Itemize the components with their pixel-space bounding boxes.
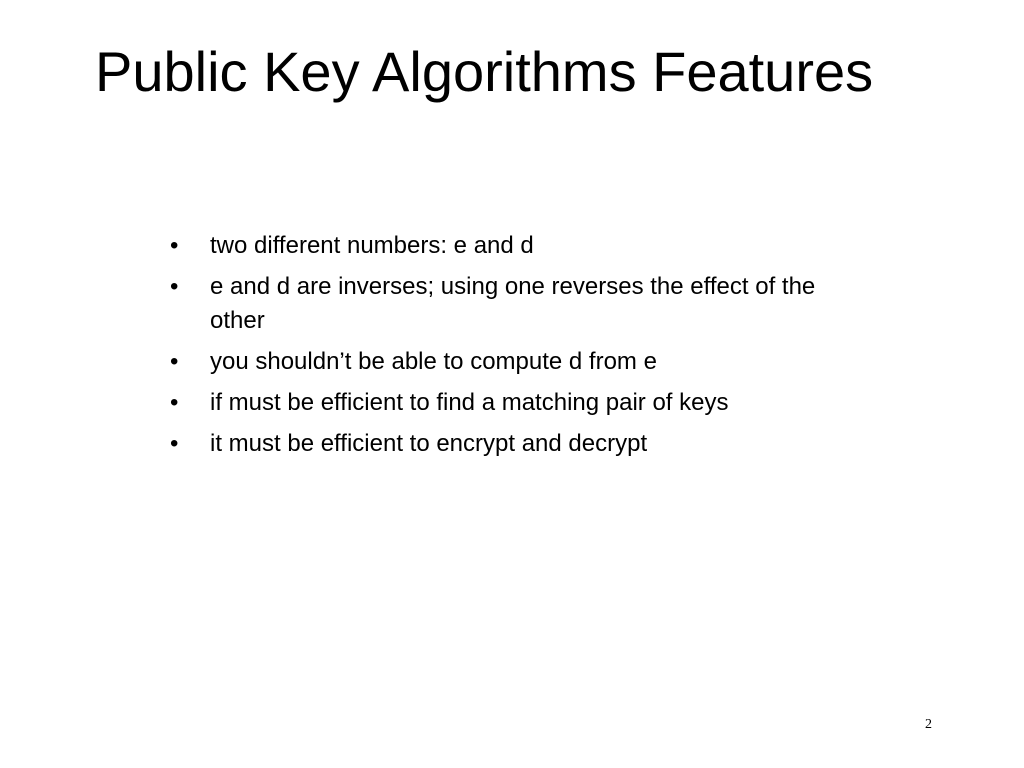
- page-number: 2: [925, 717, 932, 732]
- bullet-icon: •: [170, 273, 179, 300]
- bullet-list: [170, 229, 860, 468]
- bullet-item: [170, 386, 860, 420]
- bullet-text: if must be efficient to find a matching pair of keys: [210, 389, 729, 416]
- bullet-item: [170, 270, 860, 338]
- bullet-text: it must be efficient to encrypt and decrypt: [210, 430, 648, 457]
- bullet-item: [170, 229, 860, 263]
- bullet-icon: •: [170, 430, 179, 457]
- bullet-text: two different numbers: e and d: [210, 232, 534, 259]
- bullet-text: you shouldn’t be able to compute d from e: [210, 348, 657, 375]
- bullet-icon: •: [170, 232, 179, 259]
- bullet-icon: •: [170, 348, 179, 375]
- bullet-item: [170, 427, 860, 461]
- bullet-item: [170, 345, 860, 379]
- slide-title: Public Key Algorithms Features: [95, 40, 874, 103]
- bullet-icon: •: [170, 389, 179, 416]
- bullet-text: e and d are inverses; using one reverses the effect of the other: [210, 273, 816, 334]
